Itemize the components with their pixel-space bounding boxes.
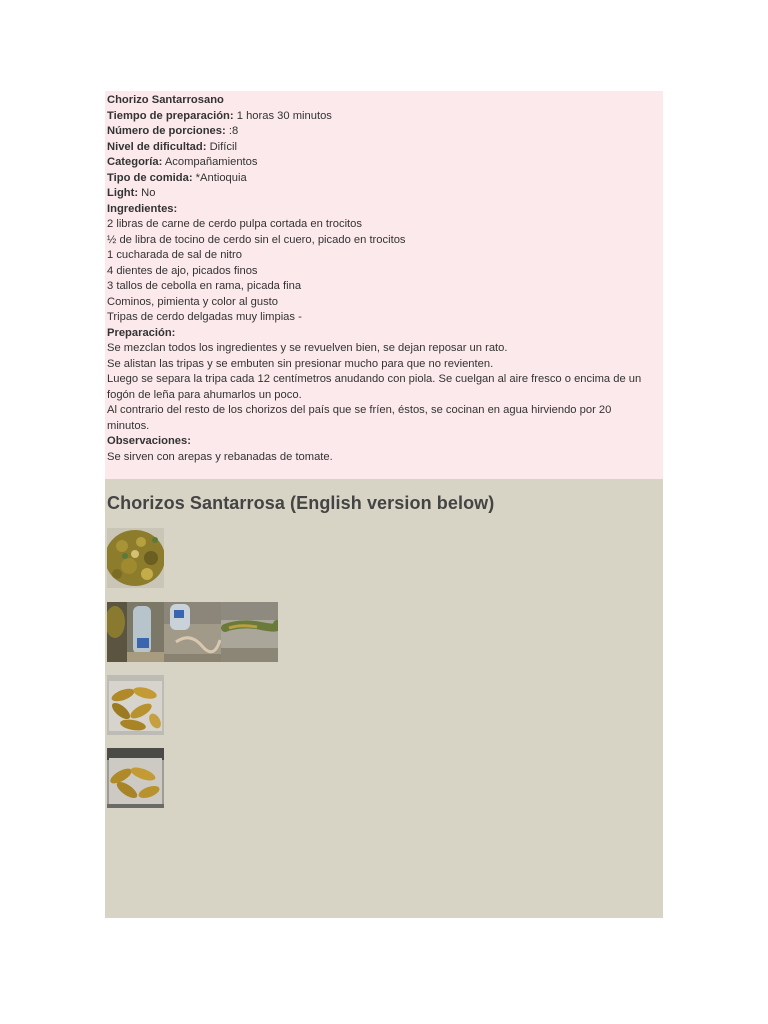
ingredient-item: 4 dientes de ajo, picados finos bbox=[107, 264, 258, 277]
servings-row bbox=[107, 124, 663, 140]
observations-heading: Observaciones: bbox=[107, 435, 191, 447]
recipe-card bbox=[105, 91, 663, 479]
category-label: Categoría: bbox=[107, 156, 163, 168]
preparation-step: Se alistan las tripas y se embuten sin presionar mucho para que no revienten. bbox=[107, 357, 494, 370]
category-row bbox=[107, 155, 663, 171]
servings-value: :8 bbox=[225, 125, 239, 137]
ingredient-item: Tripas de cerdo delgadas muy limpias - bbox=[107, 311, 302, 323]
prep-time-label: Tiempo de preparación: bbox=[107, 109, 234, 122]
ingredient-item: 2 libras de carne de cerdo pulpa cortada en trocitos bbox=[107, 218, 362, 230]
difficulty-label: Nivel de dificultad: bbox=[107, 140, 207, 153]
light-value: No bbox=[138, 187, 156, 199]
food-type-label: Tipo de comida: bbox=[107, 171, 193, 184]
gallery-section bbox=[105, 479, 663, 918]
ingredient-item: ½ de libra de tocino de cerdo sin el cuero, picado en trocitos bbox=[107, 233, 406, 246]
preparation-step: Luego se separa la tripa cada 12 centímetros anudando con piola. Se cuelgan al aire fresco o encima de un fogón de leña para ahumarlos un poco. bbox=[107, 373, 642, 401]
ingredient-item: 3 tallos de cebolla en rama, picada fina bbox=[107, 280, 302, 292]
preparation-step: Al contrario del resto de los chorizos del país que se fríen, éstos, se cocinan en agua hirviendo por 20 minutos. bbox=[107, 404, 612, 432]
gallery-heading: Chorizos Santarrosa (English version below) bbox=[107, 493, 495, 513]
food-type-row bbox=[107, 171, 663, 187]
light-label: Light: bbox=[107, 187, 139, 199]
preparation-step: Se mezclan todos los ingredientes y se revuelven bien, se dejan reposar un rato. bbox=[107, 342, 508, 354]
photo-bowl-and-bottle[interactable] bbox=[107, 602, 164, 662]
prep-time-row bbox=[107, 109, 663, 125]
light-row bbox=[107, 186, 663, 202]
photo-meat-mix-bowl[interactable] bbox=[107, 528, 164, 588]
ingredient-item: Cominos, pimienta y color al gusto bbox=[107, 295, 278, 308]
category-value: Acompañamientos bbox=[162, 156, 258, 168]
difficulty-value: Difícil bbox=[206, 140, 237, 153]
observations-text: Se sirven con arepas y rebanadas de tomate. bbox=[107, 450, 333, 463]
ingredients-heading: Ingredientes: bbox=[107, 202, 178, 215]
ingredient-item: 1 cucharada de sal de nitro bbox=[107, 249, 242, 261]
recipe-title: Chorizo Santarrosano bbox=[107, 94, 224, 106]
photo-bottle-with-casing[interactable] bbox=[164, 602, 221, 662]
difficulty-row bbox=[107, 140, 663, 156]
photo-chorizos-bag-2[interactable] bbox=[107, 748, 164, 808]
photo-stuffed-casing[interactable] bbox=[221, 602, 278, 662]
preparation-heading: Preparación: bbox=[107, 326, 176, 339]
photo-chorizos-bag-1[interactable] bbox=[107, 675, 164, 735]
servings-label: Número de porciones: bbox=[107, 125, 226, 137]
food-type-value: *Antioquia bbox=[192, 171, 247, 184]
prep-time-value: 1 horas 30 minutos bbox=[233, 109, 332, 122]
